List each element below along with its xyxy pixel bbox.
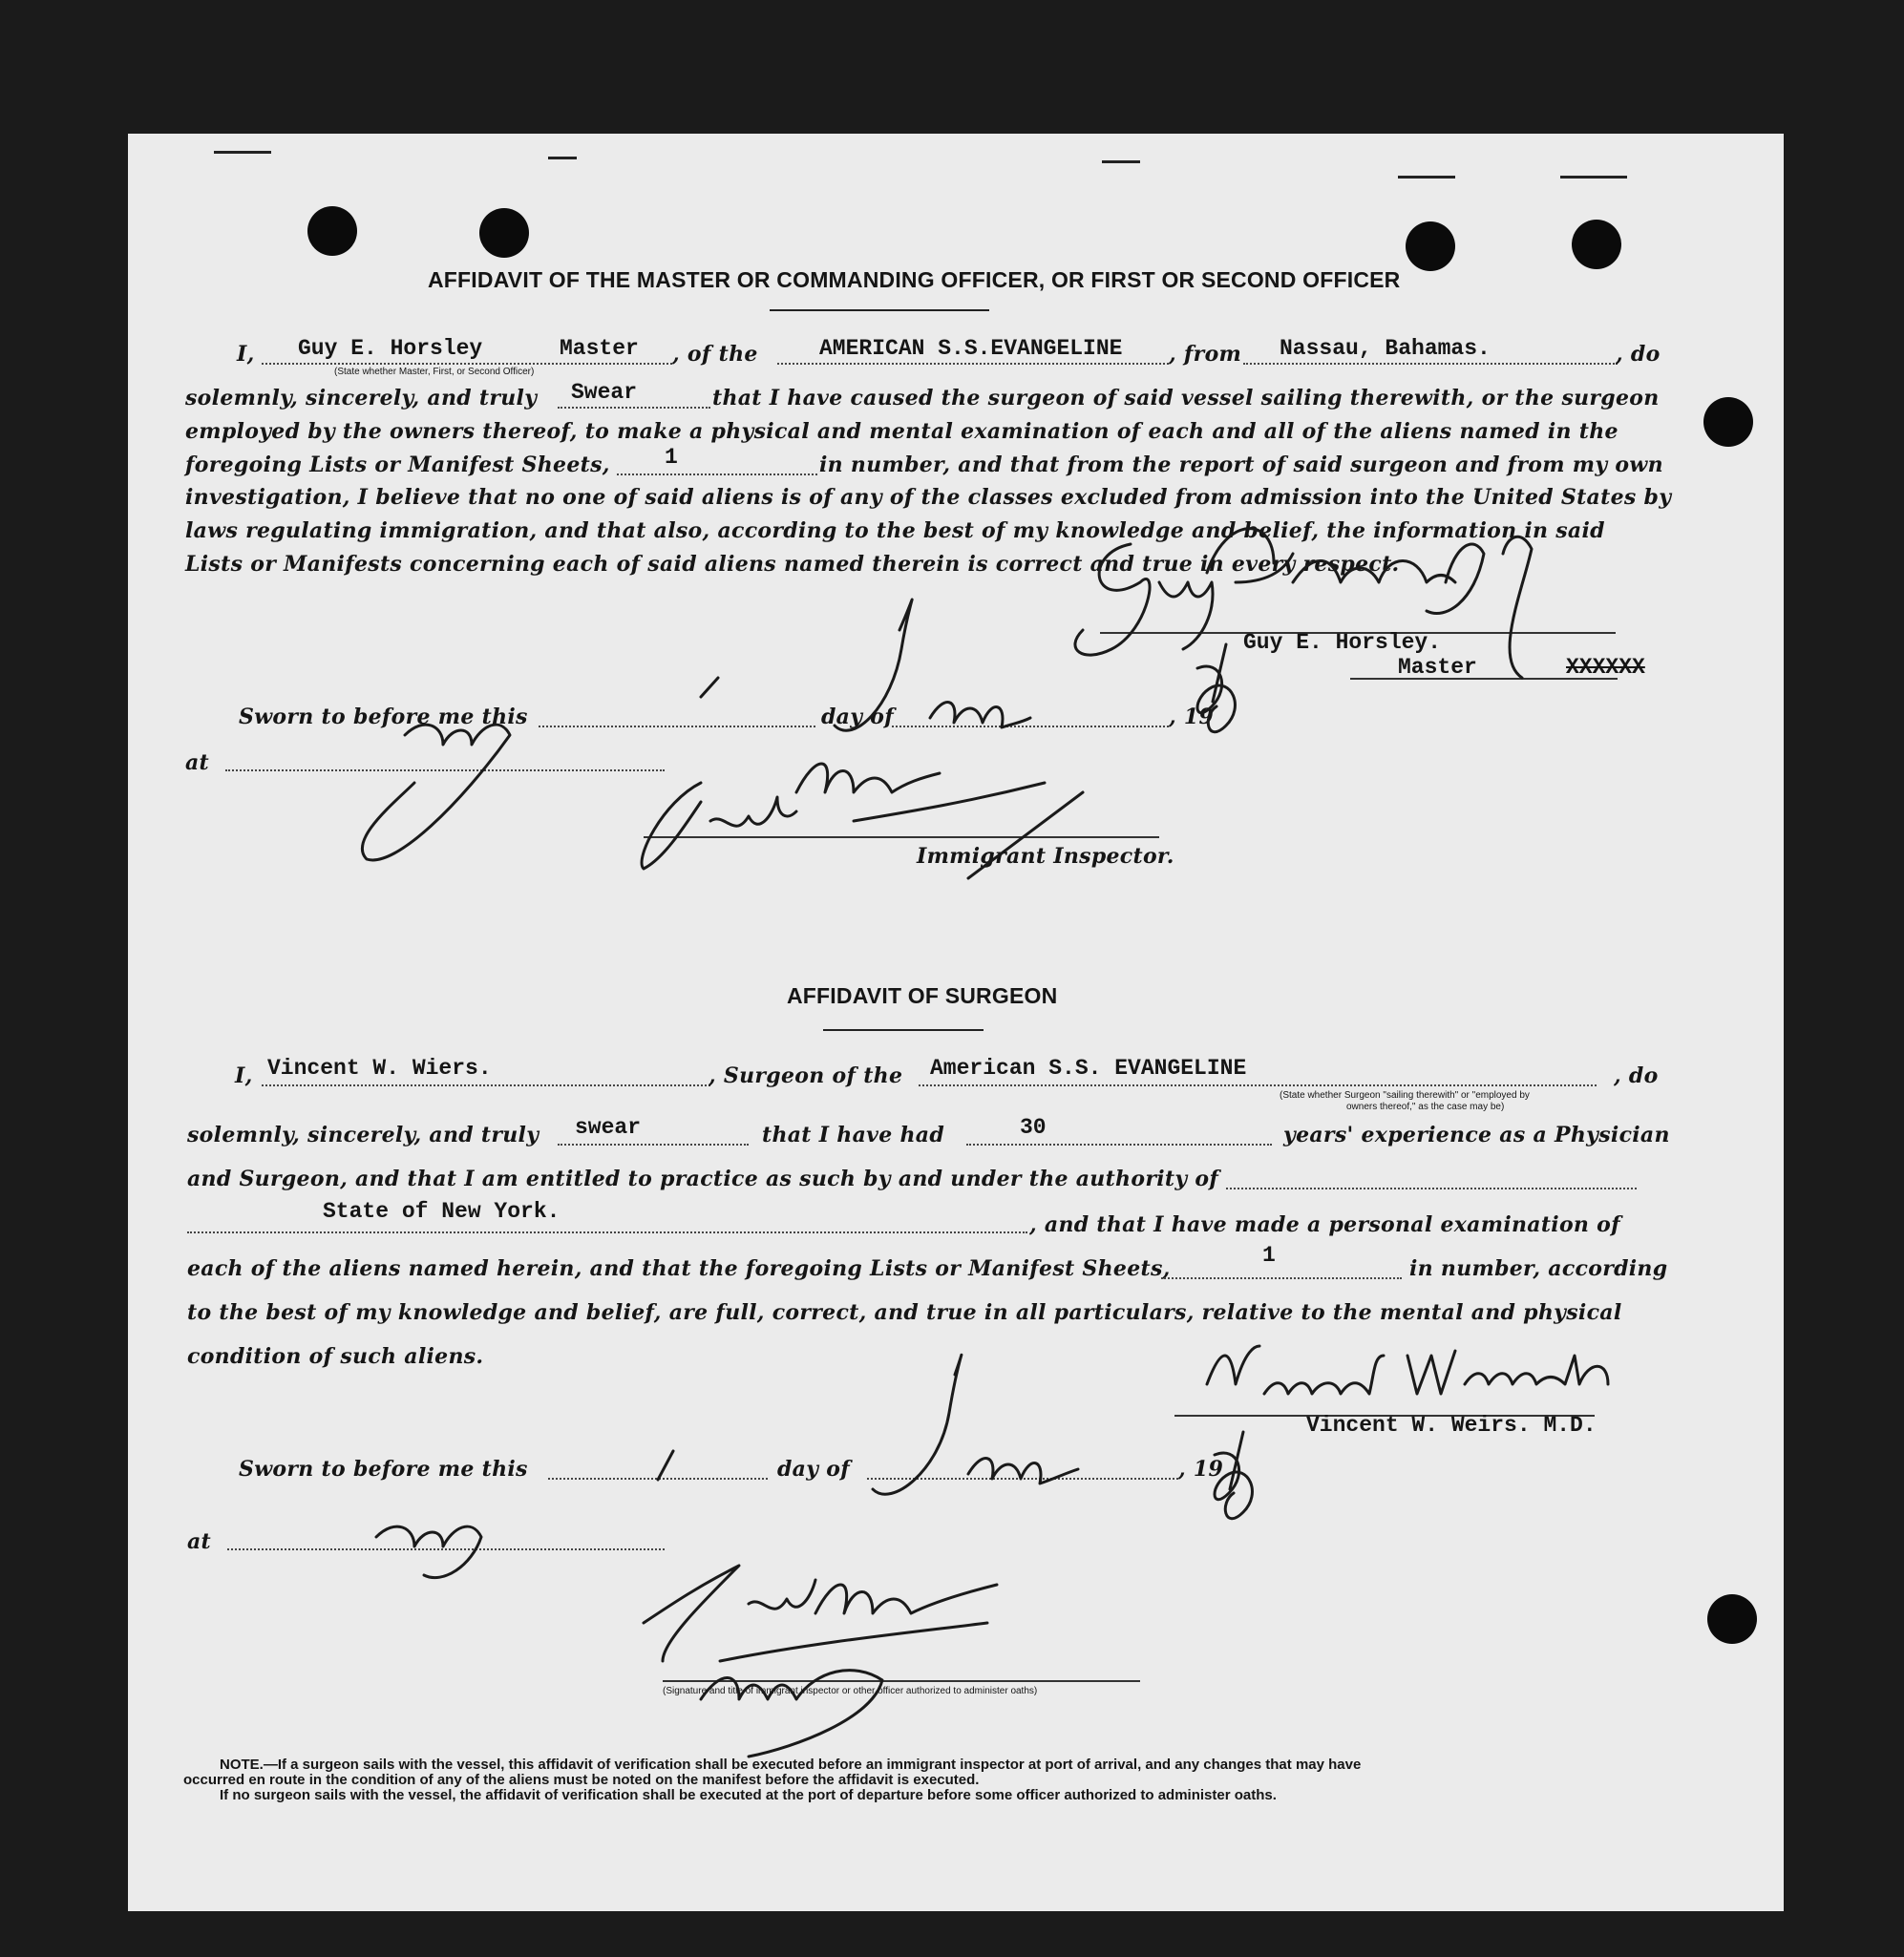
struck-text: XXXXXX <box>1566 655 1645 680</box>
master-signature-stroke <box>1159 582 1213 649</box>
inspector-signature-stroke <box>968 792 1083 878</box>
officer-signature-stroke <box>749 1580 815 1609</box>
surgeon-authority: State of New York. <box>323 1199 561 1224</box>
surgeon-place-ny-stroke <box>376 1526 481 1578</box>
master-at-label: at <box>185 750 210 775</box>
officer-signature-stroke <box>644 1566 739 1661</box>
affidavit-sheet <box>128 134 1784 1911</box>
sworn-day-mark <box>701 678 718 697</box>
surgeon-at-label: at <box>187 1529 212 1554</box>
master-line-7: Lists or Manifests concerning each of said aliens named therein is correct and true in every respect. <box>185 552 1400 577</box>
surgeon-of-the-text: , Surgeon of the <box>709 1063 903 1088</box>
master-line-2a: solemnly, sincerely, and truly <box>185 386 538 410</box>
master-name: Guy E. Horsley <box>298 336 483 361</box>
master-affidavit-title: AFFIDAVIT OF THE MASTER OR COMMANDING OFFICER, OR FIRST OR SECOND OFFICER <box>428 267 1401 292</box>
master-port: Nassau, Bahamas. <box>1280 336 1491 361</box>
officer-signature-stroke <box>701 1671 882 1757</box>
master-vessel: AMERICAN S.S.EVANGELINE <box>819 336 1123 361</box>
surgeon-line-5b: in number, according <box>1409 1256 1668 1281</box>
place-ny-stroke <box>362 725 510 860</box>
inspector-signature-stroke <box>796 764 940 792</box>
surgeon-name: Vincent W. Wiers. <box>267 1056 492 1081</box>
note-line-1: NOTE.—If a surgeon sails with the vessel, this affidavit of verification shall be executed before an immigrant inspector at port of arrival, and any changes that may have <box>220 1757 1362 1773</box>
surgeon-years: 30 <box>1020 1115 1047 1140</box>
rank-caption: (State whether Master, First, or Second Officer) <box>334 367 535 377</box>
surgeon-signature-stroke <box>1207 1346 1259 1384</box>
master-signature-stroke <box>1503 537 1532 678</box>
surgeon-signature-stroke <box>1465 1356 1608 1384</box>
month-jan-stroke <box>835 600 912 730</box>
surgeon-affidavit-title: AFFIDAVIT OF SURGEON <box>787 983 1058 1008</box>
from-text: , from <box>1169 342 1242 367</box>
inspector-signature-stroke <box>642 783 701 869</box>
surgeon-signature-stroke <box>1264 1356 1384 1394</box>
vessel-caption-1: (State whether Surgeon "sailing therewith" or "employed by <box>1280 1090 1530 1101</box>
master-line-4b: in number, and that from the report of said surgeon and from my own <box>819 452 1663 477</box>
surgeon-line-2c: years' experience as a Physician <box>1283 1123 1670 1147</box>
surgeon-vessel: American S.S. EVANGELINE <box>930 1056 1247 1081</box>
surgeon-intro-i: I, <box>235 1063 253 1088</box>
surgeon-line-2a: solemnly, sincerely, and truly <box>187 1123 539 1147</box>
note-line-3: If no surgeon sails with the vessel, the affidavit of verification shall be executed at the port of departure before some officer authorized to administer oaths. <box>220 1787 1277 1803</box>
master-typed-name: Guy E. Horsley. <box>1243 630 1442 655</box>
inspector-caption: Immigrant Inspector. <box>917 844 1174 869</box>
do-text: , do <box>1616 342 1661 367</box>
surgeon-year-prefix: , 19 <box>1178 1457 1224 1482</box>
surgeon-sworn-label: Sworn to before me this <box>239 1457 528 1482</box>
master-signature-stroke <box>1207 529 1293 582</box>
month-jan-stroke <box>930 703 1030 727</box>
surgeon-sheets-count: 1 <box>1262 1243 1276 1268</box>
vessel-caption-2: owners thereof," as the case may be) <box>1346 1102 1505 1112</box>
surgeon-line-5a: each of the aliens named herein, and that the foregoing Lists or Manifest Sheets, <box>187 1256 1171 1281</box>
officer-caption: (Signature and title of immigrant inspector or other officer authorized to administer oaths) <box>663 1686 1038 1696</box>
master-line-2b: that I have caused the surgeon of said vessel sailing therewith, or the surgeon <box>712 386 1660 410</box>
master-line-3: employed by the owners thereof, to make a physical and mental examination of each and all of the aliens named in the <box>185 419 1618 444</box>
master-sheets-count: 1 <box>665 445 678 470</box>
surgeon-sworn-day-mark <box>658 1451 673 1480</box>
inspector-signature-stroke <box>710 797 796 826</box>
master-line-5: investigation, I believe that no one of said aliens is of any of the classes excluded from admission into the United States by <box>185 485 1672 510</box>
master-oath: Swear <box>571 380 638 405</box>
officer-signature-stroke <box>815 1585 997 1613</box>
master-signature-stroke <box>1075 544 1150 655</box>
master-year-prefix: , 19 <box>1169 705 1215 729</box>
surgeon-month-jan-stroke <box>968 1459 1078 1484</box>
officer-signature-stroke <box>720 1623 987 1661</box>
surgeon-line-4: , and that I have made a personal examination of <box>1029 1212 1620 1237</box>
master-line-6: laws regulating immigration, and that also, according to the best of my knowledge and belief, the information in said <box>185 518 1605 543</box>
inspector-signature-stroke <box>854 783 1045 821</box>
note-line-2: occurred en route in the condition of any of the aliens must be noted on the manifest before the affidavit is executed. <box>183 1772 980 1788</box>
surgeon-day-of: day of <box>777 1457 851 1482</box>
surgeon-line-2b: that I have had <box>762 1123 945 1147</box>
surgeon-typed-name: Vincent W. Weirs. M.D. <box>1306 1413 1597 1438</box>
surgeon-line-3: and Surgeon, and that I am entitled to practice as such by and under the authority of <box>187 1167 1219 1191</box>
of-the-text: , of the <box>672 342 758 367</box>
master-line-4a: foregoing Lists or Manifest Sheets, <box>185 452 610 477</box>
intro-i: I, <box>237 342 255 367</box>
year-48-stroke <box>1197 666 1235 732</box>
master-sworn-label: Sworn to before me this <box>239 705 528 729</box>
master-day-of: day of <box>821 705 895 729</box>
master-rank: Master <box>560 336 639 361</box>
handwriting-layer <box>128 134 1784 1911</box>
surgeon-line-6: to the best of my knowledge and belief, are full, correct, and true in all particulars, relative to the mental and physical <box>187 1300 1622 1325</box>
surgeon-year-48-stroke <box>1215 1453 1252 1519</box>
master-sworn-day <box>128 134 129 135</box>
surgeon-line-7: condition of such aliens. <box>187 1344 484 1369</box>
surgeon-month-jan-stroke <box>873 1355 962 1494</box>
surgeon-oath: swear <box>575 1115 642 1140</box>
surgeon-do-text: , do <box>1614 1063 1659 1088</box>
master-signature-stroke <box>1293 561 1455 583</box>
master-typed-title: Master <box>1398 655 1477 680</box>
master-signature-stroke <box>1427 544 1484 614</box>
surgeon-signature-stroke <box>1407 1351 1455 1394</box>
